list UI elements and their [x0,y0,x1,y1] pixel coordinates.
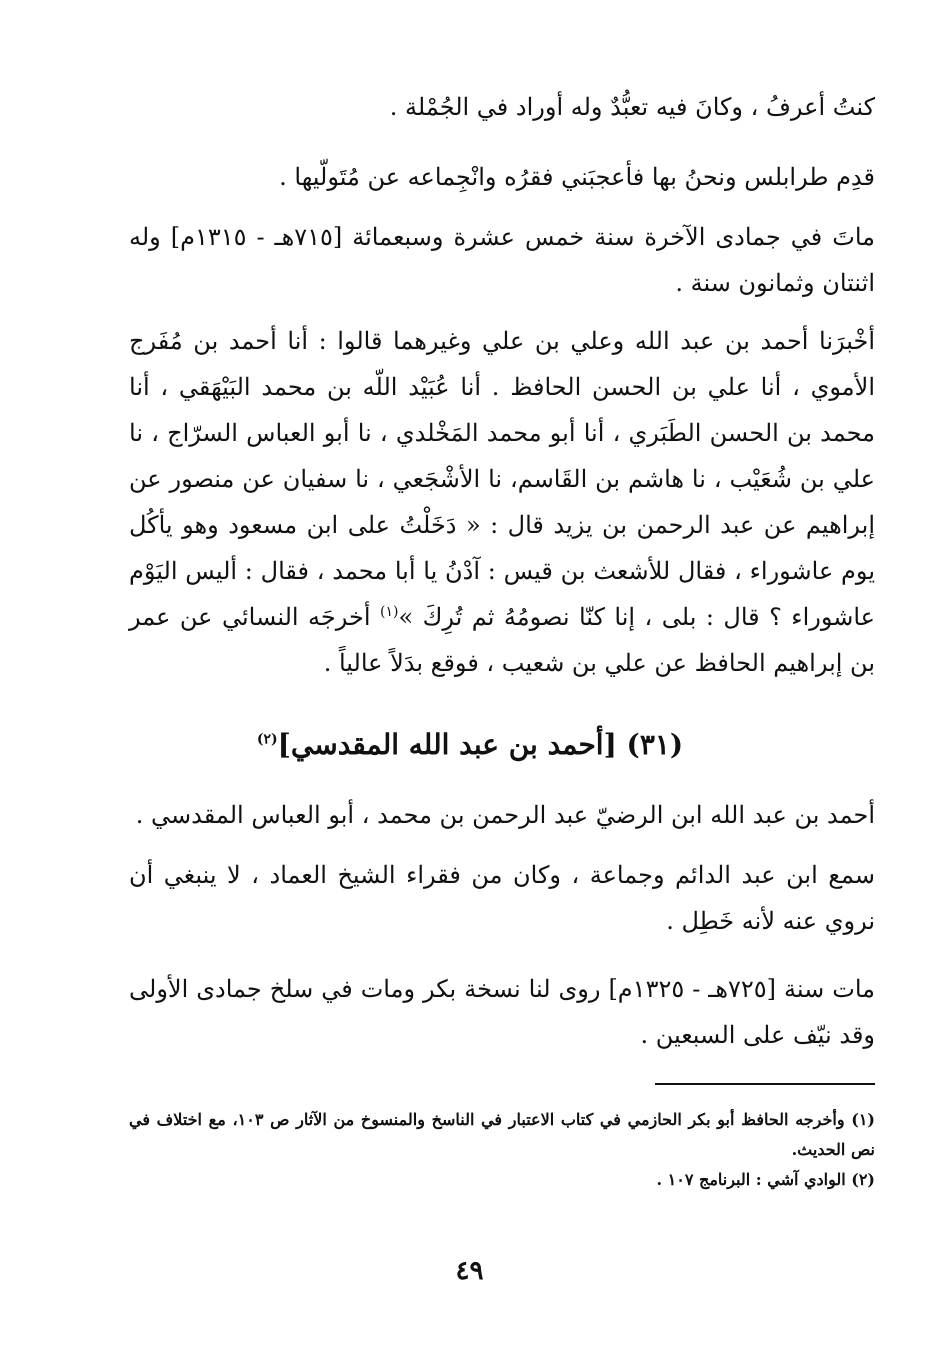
page-number: ٤٩ [455,1256,484,1286]
paragraph-tripoli: قدِم طرابلس ونحنُ بها فأعجبَني فقرُه وانْجِماعه عن مُتَولّيها . [279,163,875,191]
hadith-text: أخْبرَنا أحمد بن عبد الله وعلي بن علي وغيرهما قالوا : أنا أحمد بن مُفَرج الأموي ، أنا علي بن الحسن الحافظ . أنا عُبَيْد اللّه بن محمد البَيْهَقي ، أنا محمد بن الحسن الطَبَري ، أنا أبو محمد المَخْلدي ، نا أبو العباس السرّاج ، نا علي بن شُعَيْب ، نا هاشم بن القَاسم، نا الأشْجَعي ، نا سفيان عن منصور عن إبراهيم عن عبد الرحمن بن يزيد قال : « دَخَلْتُ على ابن مسعود وهو يأكُل يوم عاشوراء ، فقال للأشعث بن قيس : آدْنُ يا أبا محمد ، فقال : أليس اليَوْم عاشوراء ؟ قال : بلى ، إنا كنّا نصومُهُ ثم تُرِكَ » [129,327,875,631]
footnote-divider [655,1083,875,1085]
paragraph-death-715: ماتَ في جمادى الآخرة سنة خمس عشرة وسبعمائة [٧١٥هـ - ١٣١٥م] وله اثنتان وثمانون سنة . [129,223,875,297]
entry-heading [130,722,810,768]
entry-heading-text: (٣١) [أحمد بن عبد الله المقدسي] [277,728,684,761]
footnote-1: (١) وأخرجه الحافظ أبو بكر الحازمي في كتاب الاعتبار في الناسخ والمنسوخ من الآثار ص ١٠٣، مع اختلاف في نص الحديث. [129,1110,875,1159]
paragraph-entry-name: أحمد بن عبد الله ابن الرضيّ عبد الرحمن بن محمد ، أبو العباس المقدسي . [135,801,875,829]
paragraph-hadith-chain [129,318,875,686]
footnotes [129,1105,875,1195]
footnote-marker-1: (١) [379,604,399,620]
footnote-2: (٢) الوادي آشي : البرنامج ١٠٧ . [656,1170,875,1189]
paragraph-entry-hearing: سمع ابن عبد الدائم وجماعة ، وكان من فقراء الشيخ العماد ، لا ينبغي أن نروي عنه لأنه خَطِل . [129,861,876,935]
paragraph-entry-death: مات سنة [٧٢٥هـ - ١٣٢٥م] روى لنا نسخة بكر ومات في سلخ جمادى الأولى وقد نيّف على السبعين . [129,975,875,1049]
paragraph-biography-end: كنتُ أعرفُ ، وكانَ فيه تعبُّدٌ وله أوراد في الجُمْلة . [389,93,875,121]
footnote-marker-2: (٢) [256,731,278,748]
hadith-takhrij: أخرجَه النسائي عن عمر بن إبراهيم الحافظ عن علي بن شعيب ، فوقع بدَلاً عالياً . [129,603,875,677]
